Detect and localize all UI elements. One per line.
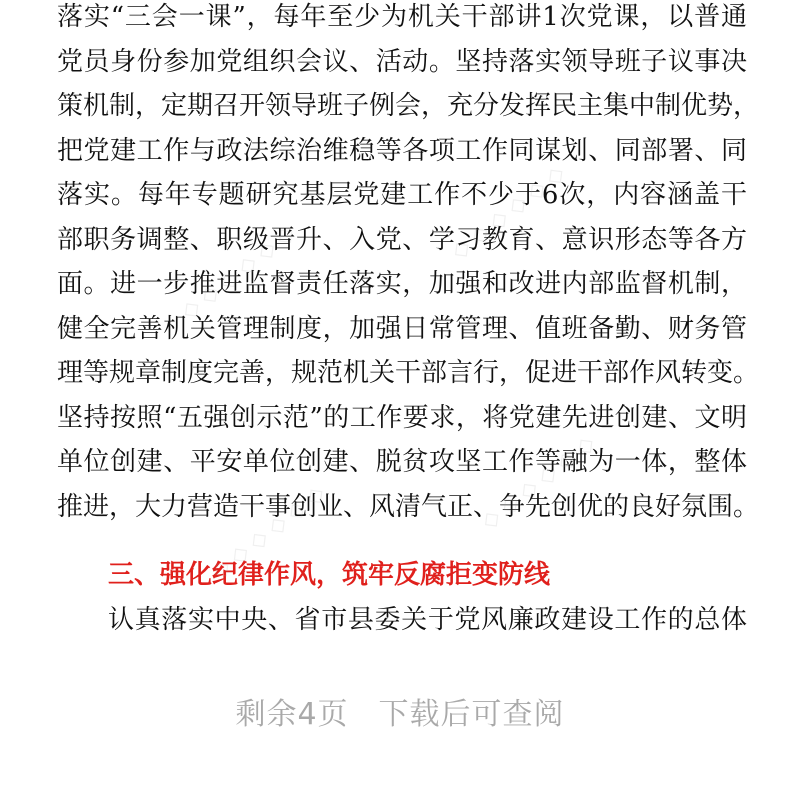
- watermark: ◇ ◇ ◇ ◇ ◇ ◇: [206, 480, 330, 585]
- watermark: ◇ ◇ ◇ ◇ ◇ ◇: [176, 220, 300, 325]
- body-line: 理等规章制度完善，规范机关干部言行，促进干部作风转变。: [57, 358, 760, 388]
- remaining-pages-label: 剩余4页: [235, 697, 349, 732]
- watermark: ◇ ◇ ◇ ◇ ◇ ◇: [446, 160, 570, 265]
- body-line: 推进，大力营造干事创业、风清气正、争先创优的良好氛围。: [57, 492, 760, 522]
- body-line: 落实“三会一课”，每年至少为机关干部讲1次党课，以普通: [57, 2, 747, 32]
- body-line: 党员身份参加党组织会议、活动。坚持落实领导班子议事决: [57, 47, 747, 77]
- body-line: 认真落实中央、省市县委关于党风廉政建设工作的总体: [108, 605, 747, 635]
- body-line: 把党建工作与政法综治维稳等各项工作同谋划、同部署、同: [57, 136, 747, 166]
- body-line: 坚持按照“五强创示范”的工作要求，将党建先进创建、文明: [57, 403, 747, 433]
- watermark: ◇ ◇ ◇ ◇ ◇ ◇: [476, 430, 600, 535]
- body-line: 单位创建、平安单位创建、脱贫攻坚工作等融为一体，整体: [57, 447, 747, 477]
- body-line: 面。进一步推进监督责任落实，加强和改进内部监督机制，: [57, 269, 747, 299]
- body-line: 部职务调整、职级晋升、入党、学习教育、意识形态等各方: [57, 225, 747, 255]
- download-prompt[interactable]: [0, 690, 800, 740]
- body-line: 健全完善机关管理制度，加强日常管理、值班备勤、财务管: [57, 314, 747, 344]
- body-line: 落实。每年专题研究基层党建工作不少于6次，内容涵盖干: [57, 180, 747, 210]
- download-to-view-label: 下载后可查阅: [378, 697, 565, 732]
- section-heading: 三、强化纪律作风，筑牢反腐拒变防线: [108, 560, 551, 590]
- body-line: 策机制，定期召开领导班子例会，充分发挥民主集中制优势，: [57, 91, 760, 121]
